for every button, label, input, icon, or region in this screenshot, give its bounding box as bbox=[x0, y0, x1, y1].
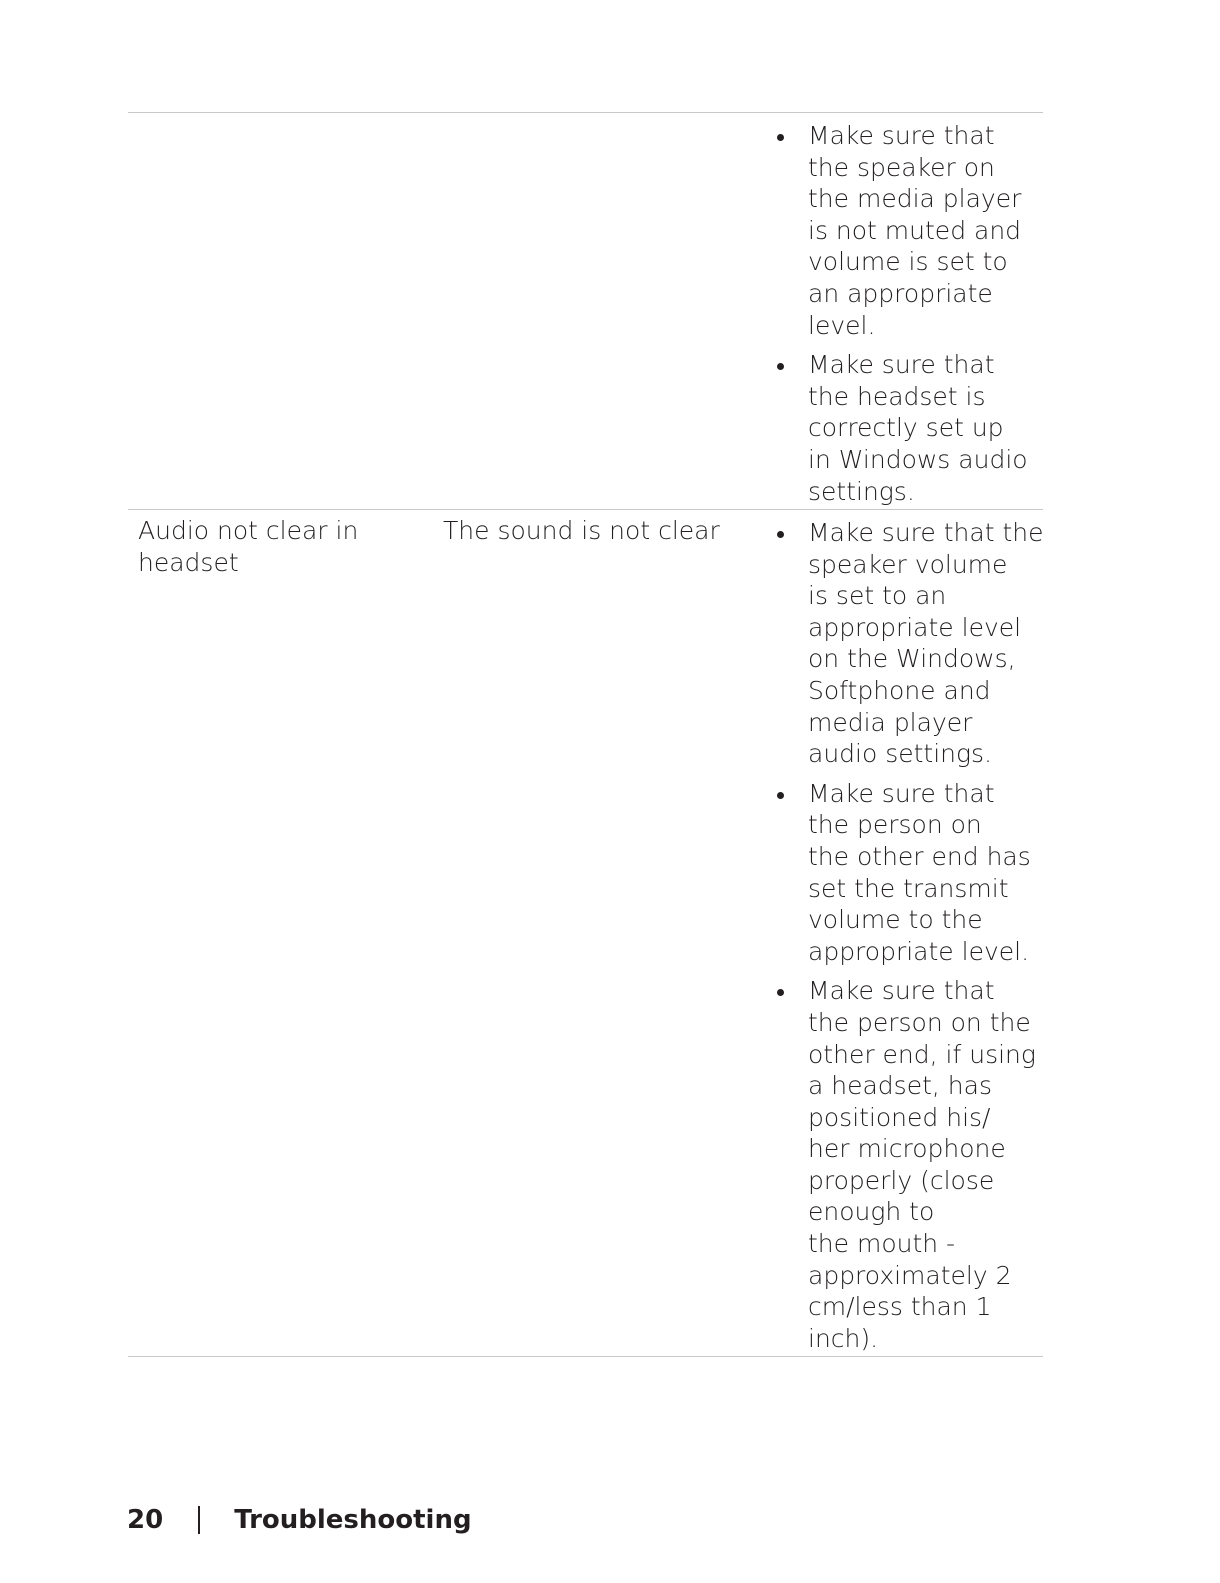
solution-text: Make sure that the person on the other end has set the transmit volume to the appropriate level. bbox=[808, 778, 1031, 966]
solution-item bbox=[776, 517, 1046, 770]
footer-separator bbox=[198, 1506, 200, 1534]
cause-text: The sound is not clear bbox=[443, 516, 720, 545]
table-row bbox=[128, 112, 1043, 509]
solution-text: Make sure that the speaker volume is set to an appropriate level on the Windows, Softphone and media player audio settings. bbox=[808, 518, 1044, 769]
cause-cell bbox=[443, 510, 763, 547]
problem-text: Audio not clear in headset bbox=[138, 516, 359, 577]
bullet-icon bbox=[777, 134, 784, 141]
solution-item bbox=[776, 975, 1046, 1354]
problem-cell bbox=[138, 113, 418, 118]
cause-cell bbox=[443, 113, 763, 118]
solution-item bbox=[776, 778, 1046, 968]
solution-text: Make sure that the speaker on the media player is not muted and volume is set to an appropriate level. bbox=[808, 121, 1022, 340]
solution-text: Make sure that the person on the other end, if using a headset, has positioned his/ her microphone properly (close enough to the mouth - approximately 2 cm/less than 1 inch). bbox=[808, 976, 1036, 1353]
solution-cell bbox=[776, 113, 1046, 507]
bullet-icon bbox=[777, 363, 784, 370]
solution-cell bbox=[776, 510, 1046, 1354]
bullet-icon bbox=[777, 531, 784, 538]
section-title: Troubleshooting bbox=[234, 1505, 472, 1535]
bullet-icon bbox=[777, 989, 784, 996]
page-number: 20 bbox=[127, 1505, 164, 1535]
solution-item bbox=[776, 120, 1046, 341]
page-footer bbox=[127, 1500, 472, 1540]
solution-text: Make sure that the headset is correctly set up in Windows audio settings. bbox=[808, 350, 1028, 506]
problem-cell bbox=[138, 510, 418, 578]
solution-item bbox=[776, 349, 1046, 507]
troubleshooting-table bbox=[128, 112, 1043, 1357]
bullet-icon bbox=[777, 792, 784, 799]
table-row bbox=[128, 509, 1043, 1357]
solution-list bbox=[776, 120, 1046, 507]
solution-list bbox=[776, 517, 1046, 1354]
